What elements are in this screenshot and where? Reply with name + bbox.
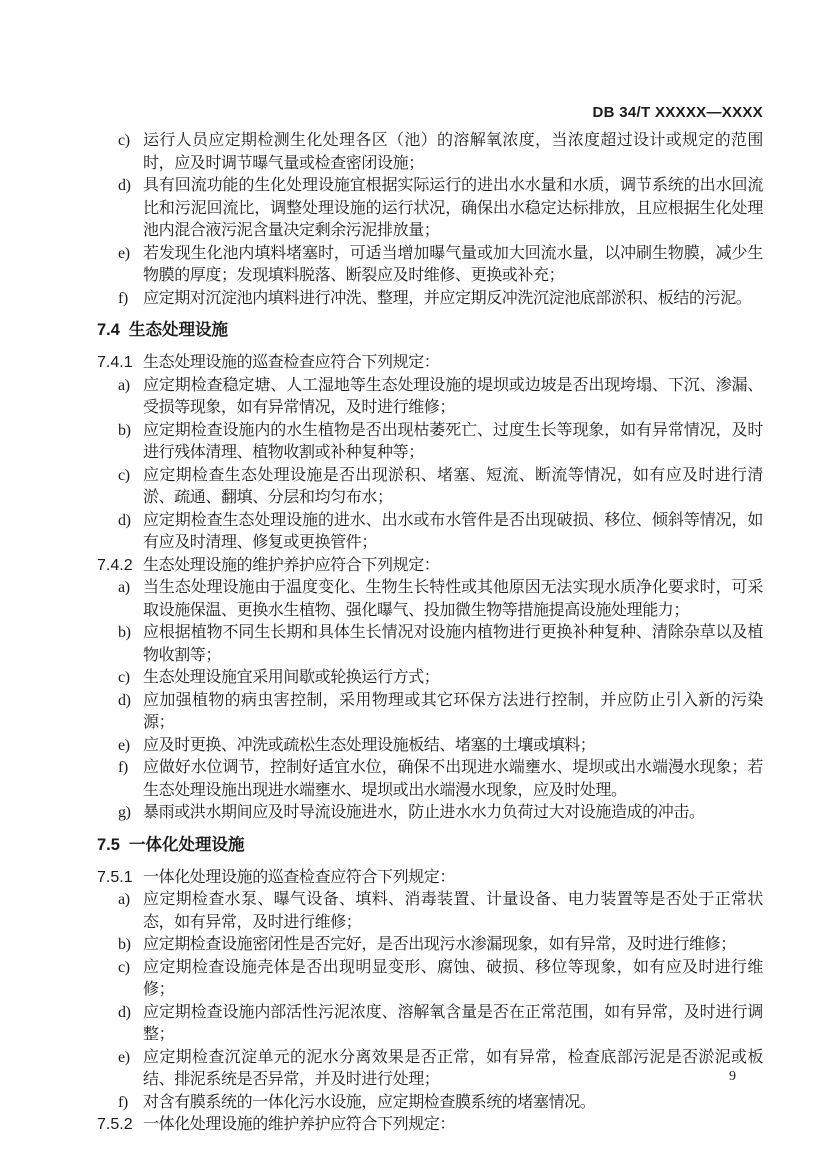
list-item-text: 应根据植物不同生长期和具体生长情况对设施内植物进行更换补种复种、清除杂草以及植物收割等； <box>143 624 763 664</box>
list-item <box>97 375 763 420</box>
clause-text: 一体化处理设施的维护养护应符合下列规定： <box>143 1116 456 1133</box>
list-item-text: 应及时更换、冲洗或疏松生态处理设施板结、堵塞的土壤或填料； <box>143 736 596 754</box>
standard-number: DB 34/T XXXXX—XXXX <box>592 104 763 121</box>
list-item-label: f) <box>118 289 128 307</box>
page-header <box>97 104 763 122</box>
list-item <box>97 420 763 465</box>
list-item-text: 应定期检查设施壳体是否出现明显变形、腐蚀、破损、移位等现象，如有应及时进行维修； <box>143 958 763 998</box>
list-item-text: 若发现生化池内填料堵塞时，可适当增加曝气量或加大回流水量，以冲刷生物膜，减少生物膜的厚度；发现填料脱落、断裂应及时维修、更换或补充； <box>143 244 763 284</box>
clause-text: 生态处理设施的巡查检查应符合下列规定： <box>143 354 440 371</box>
section-number: 7.4 <box>97 321 120 339</box>
clause-number: 7.4.1 <box>97 354 133 371</box>
list-block <box>97 889 763 1114</box>
list-item <box>97 667 763 690</box>
page-number: 9 <box>729 1069 736 1084</box>
list-item-text: 应做好水位调节，控制好适宜水位，确保不出现进水端壅水、堤坝或出水端漫水现象；若生态处理设施出现进水端壅水、堤坝或出水端漫水现象，应及时处理。 <box>143 759 763 799</box>
list-item-text: 具有回流功能的生化处理设施宜根据实际运行的进出水水量和水质，调节系统的出水回流比和污泥回流比，调整处理设施的运行状况，确保出水稳定达标排放，且应根据生化处理池内混合液污泥含量决定剩余污泥排放量； <box>143 177 763 239</box>
list-item <box>97 465 763 510</box>
list-item-label: a) <box>118 376 130 394</box>
list-item-text: 应定期检查稳定塘、人工湿地等生态处理设施的堤坝或边坡是否出现垮塌、下沉、渗漏、受损等现象，如有异常情况，及时进行维修； <box>143 376 763 416</box>
page-footer <box>729 1069 736 1085</box>
list-item-label: b) <box>118 624 131 641</box>
list-item-label: c) <box>118 958 130 976</box>
clause-7-4-2 <box>97 555 763 578</box>
list-item-text: 应定期检查生态处理设施是否出现淤积、堵塞、短流、断流等情况，如有应及时进行清淤、疏通、翻填、分层和均匀布水； <box>143 466 763 506</box>
list-item-label: d) <box>118 1003 131 1021</box>
list-item <box>97 288 763 311</box>
list-item-text: 应定期检查设施内的水生植物是否出现枯萎死亡、过度生长等现象，如有异常情况，及时进行残体清理、植物收割或补种复种等； <box>143 421 763 461</box>
list-item-label: c) <box>118 132 130 149</box>
list-item-label: f) <box>118 759 128 776</box>
list-item-text: 生态处理设施宜采用间歇或轮换运行方式； <box>143 669 440 686</box>
list-item-text: 当生态处理设施由于温度变化、生物生长特性或其他原因无法实现水质净化要求时，可采取设施保温、更换水生植物、强化曝气、投加微生物等措施提高设施处理能力； <box>143 579 763 619</box>
clause-number: 7.5.1 <box>97 868 133 886</box>
list-item-text: 运行人员应定期检测生化处理各区（池）的溶解氧浓度，当浓度超过设计或规定的范围时，应及时调节曝气量或检查密闭设施； <box>143 132 763 172</box>
list-item <box>97 243 763 288</box>
list-item-label: b) <box>118 936 131 953</box>
list-block <box>97 130 763 310</box>
list-item-text: 应定期检查设施密闭性是否完好，是否出现污水渗漏现象，如有异常，及时进行维修； <box>143 936 736 953</box>
clause-number: 7.4.2 <box>97 556 133 574</box>
list-item-text: 应定期检查设施内部活性污泥浓度、溶解氧含量是否在正常范围，如有异常，及时进行调整； <box>143 1003 763 1043</box>
list-item-label: e) <box>118 736 130 754</box>
list-item <box>97 957 763 1002</box>
list-item <box>97 757 763 802</box>
list-item <box>97 1002 763 1047</box>
list-block <box>97 375 763 555</box>
clause-7-5-2 <box>97 1114 763 1137</box>
list-block <box>97 577 763 825</box>
list-item <box>97 577 763 622</box>
list-item-label: c) <box>118 669 130 686</box>
list-item <box>97 622 763 667</box>
section-title: 生态处理设施 <box>129 321 228 339</box>
list-item-text: 应定期检查水泵、曝气设备、填料、消毒装置、计量设备、电力装置等是否处于正常状态，如有异常，及时进行维修； <box>143 891 763 931</box>
list-item-label: d) <box>118 177 131 194</box>
clause-7-4-1 <box>97 352 763 375</box>
list-item <box>97 802 763 825</box>
document-content <box>97 130 763 1137</box>
list-item-text: 暴雨或洪水期间应及时导流设施进水，防止进水水力负荷过大对设施造成的冲击。 <box>143 804 705 821</box>
section-heading-7-4 <box>97 319 763 342</box>
list-item <box>97 175 763 243</box>
list-item-text: 应定期对沉淀池内填料进行冲洗、整理，并应定期反冲洗沉淀池底部淤积、板结的污泥。 <box>143 289 752 307</box>
list-item-text: 应加强植物的病虫害控制，采用物理或其它环保方法进行控制，并应防止引入新的污染源； <box>143 691 763 731</box>
list-item-label: a) <box>118 891 130 908</box>
list-item <box>97 130 763 175</box>
section-title: 一体化处理设施 <box>129 835 245 854</box>
list-item-label: b) <box>118 421 131 439</box>
list-item-label: c) <box>118 466 130 484</box>
list-item-label: d) <box>118 511 131 529</box>
section-heading-7-5 <box>97 834 763 857</box>
list-item <box>97 735 763 758</box>
clause-text: 一体化处理设施的巡查检查应符合下列规定： <box>143 868 456 886</box>
list-item <box>97 690 763 735</box>
list-item <box>97 1047 763 1092</box>
list-item <box>97 510 763 555</box>
list-item-label: a) <box>118 579 130 596</box>
list-item <box>97 889 763 934</box>
list-item-label: d) <box>118 691 131 709</box>
clause-text: 生态处理设施的维护养护应符合下列规定： <box>143 556 440 574</box>
list-item-label: e) <box>118 244 130 262</box>
clause-number: 7.5.2 <box>97 1116 133 1133</box>
list-item-label: e) <box>118 1048 130 1066</box>
list-item <box>97 934 763 957</box>
clause-7-5-1 <box>97 867 763 890</box>
list-item-label: g) <box>118 804 131 821</box>
list-item-text: 应定期检查生态处理设施的进水、出水或布水管件是否出现破损、移位、倾斜等情况，如有应及时清理、修复或更换管件； <box>143 511 763 551</box>
list-item <box>97 1092 763 1115</box>
list-item-text: 对含有膜系统的一体化污水设施，应定期检查膜系统的堵塞情况。 <box>143 1093 596 1111</box>
section-number: 7.5 <box>97 835 120 854</box>
list-item-label: f) <box>118 1093 128 1111</box>
list-item-text: 应定期检查沉淀单元的泥水分离效果是否正常，如有异常，检查底部污泥是否淤泥或板结、排泥系统是否异常，并及时进行处理； <box>143 1048 763 1088</box>
